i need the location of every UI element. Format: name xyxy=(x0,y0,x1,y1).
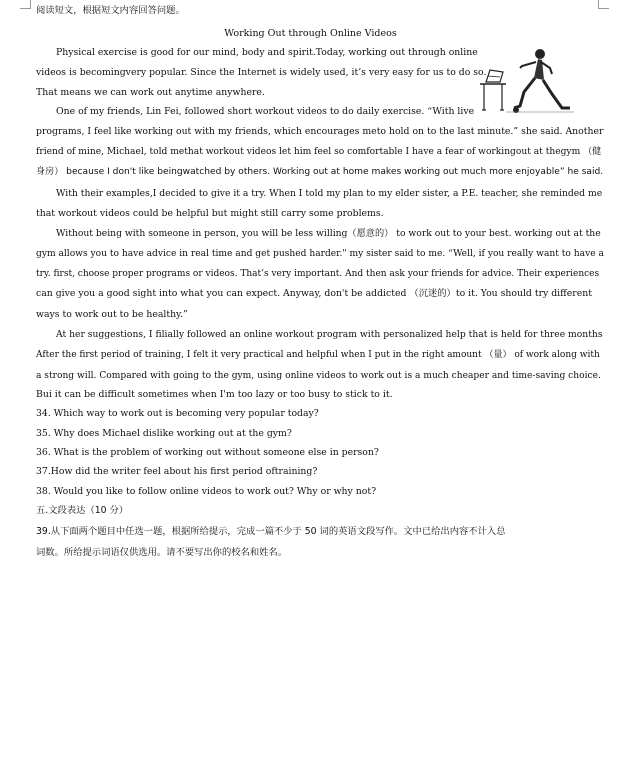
article-line-1: Physical exercise is good for our mind, body and spirit.Today, working out through online xyxy=(56,47,478,58)
article-line-6: friend of mine, Michael, told methat workout videos let him feel so comfortable I have a fear of workingout at thegym （健 xyxy=(36,147,602,157)
article-line-13: can give you a good sight into what you can expect. Anyway, don't be addicted （沉迷的）to it. You should try different xyxy=(36,288,592,299)
article-line-11: gym allows you to have advice in real time and get pushed harder." my sister said to me. “Well, if you really want to have a xyxy=(36,249,604,259)
question-34: 34. Which way to work out is becoming very popular today? xyxy=(36,408,319,419)
article-line-16: After the first period of training, I felt it very practical and helpful when I put in the right amount （量） of work along with xyxy=(36,350,600,360)
article-line-5: programs, I feel like working out with my friends, which encourages meto hold on to the last minute.” she said. Another xyxy=(36,126,604,137)
question-35: 35. Why does Michael dislike working out at the gym? xyxy=(36,428,292,439)
writing-prompt-line-2: 词数。所给提示词语仅供选用。请不要写出你的校名和姓名。 xyxy=(36,547,288,558)
article-line-9: that workout videos could be helpful but might still carry some problems. xyxy=(36,208,384,219)
question-38: 38. Would you like to follow online videos to work out? Why or why not? xyxy=(36,486,377,497)
article-line-8: With their examples,I decided to give it a try. When I told my plan to my elder sister, a P.E. teacher, she reminded me xyxy=(56,188,603,199)
question-37: 37.How did the writer feel about his first period oftraining? xyxy=(36,466,318,477)
article-line-17: a strong will. Compared with going to the gym, using online videos to work out is a much cheaper and time-saving choice. xyxy=(36,371,601,381)
article-line-7: 身房） because I don't like beingwatched by others. Working out at home makes working out much more enjoyable” he said. xyxy=(36,167,604,177)
question-36: 36. What is the problem of working out without someone else in person? xyxy=(36,447,379,458)
article-line-10: Without being with someone in person, you will be less willing（愿意的） to work out to your best. working out at the xyxy=(56,228,601,239)
writing-section-heading: 五.文段表达（10 分） xyxy=(36,505,129,516)
page-corner-mark-left xyxy=(20,0,31,9)
article-line-4: One of my friends, Lin Fei, followed short workout videos to do daily exercise. “With live xyxy=(56,106,475,117)
article-line-14: ways to work out to be healthy.” xyxy=(36,309,188,320)
article-line-3: That means we can work out anytime anywhere. xyxy=(36,87,265,98)
instruction-heading: 阅读短文，根据短文内容回答问题。 xyxy=(36,5,185,16)
article-line-2: videos is becomingvery popular. Since the Internet is widely used, it’s very easy for us to do so. xyxy=(36,67,487,78)
article-line-15: At her suggestions, I filially followed an online workout program with personalized help that is held for three months xyxy=(56,329,603,340)
article-line-12: try. first, choose proper programs or videos. That’s very important. And then ask your friends for advice. Their experiences xyxy=(36,269,600,279)
writing-prompt-line-1: 39.从下面两个题目中任选一题，根据所给提示，完成一篇不少于 50 词的英语文段写作。文中已给出内容不计入总 xyxy=(36,526,506,537)
article-title: Working Out through Online Videos xyxy=(224,28,397,39)
page-corner-mark-right xyxy=(598,0,609,9)
article-line-18: Bui it can be difficult sometimes when I'm too lazy or too busy to stick to it. xyxy=(36,389,393,400)
exercise-figure-icon xyxy=(478,44,576,116)
